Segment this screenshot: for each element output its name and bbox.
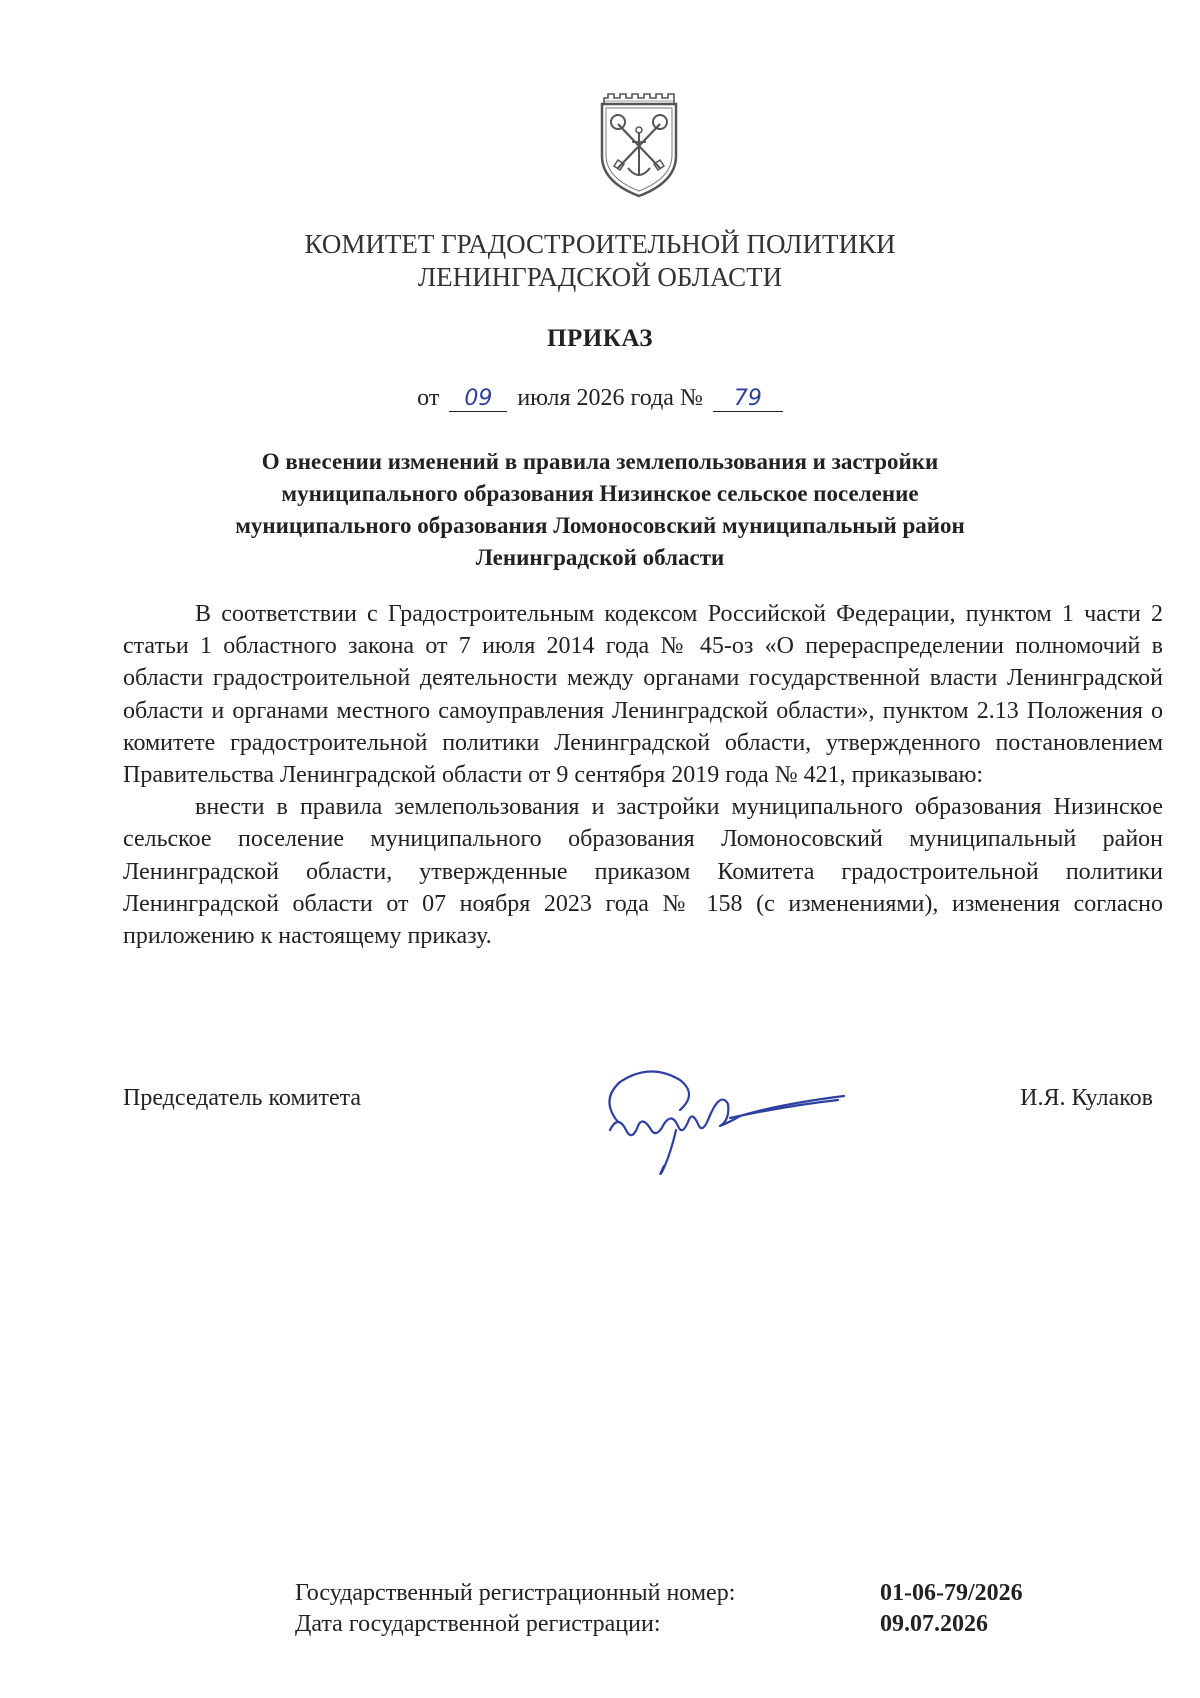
signer-name: И.Я. Кулаков [1020, 1085, 1153, 1111]
organization-name-line1: КОМИТЕТ ГРАДОСТРОИТЕЛЬНОЙ ПОЛИТИКИ [304, 229, 896, 259]
document-type: ПРИКАЗ [547, 325, 653, 352]
registration-date-row [295, 1609, 1095, 1640]
registration-number-value: 01-06-79/2026 [880, 1580, 1023, 1606]
handwritten-signature-icon [580, 1060, 850, 1180]
registration-block [295, 1578, 1095, 1640]
date-month-year: июля 2026 года № [517, 385, 703, 411]
registration-number-row [295, 1578, 1095, 1609]
date-prefix: от [417, 385, 440, 411]
order-number-field: 79 [713, 387, 783, 412]
date-day-field: 09 [449, 387, 507, 412]
title-line3: муниципального образования Ломоносовский муниципальный район [235, 513, 965, 538]
body-paragraph-2: внести в правила землепользования и застройки муниципального образования Низинское сельское поселение муниципального образования Ломоносовский муниципальный район Ленинградской области, утвержденные приказом Комитета градостроительной политики Ленинградской области от 07 ноября 2023 года № 158 (с изменениями), изменения согласно приложению к настоящему приказу. [123, 794, 1163, 950]
organization-name [0, 228, 1200, 294]
title-line1: О внесении изменений в правила землепользования и застройки [261, 449, 939, 474]
signer-title: Председатель комитета [123, 1085, 362, 1111]
organization-name-line2: ЛЕНИНГРАДСКОЙ ОБЛАСТИ [417, 262, 783, 292]
registration-date-label: Дата государственной регистрации: [295, 1611, 661, 1637]
date-number-line [0, 385, 1200, 412]
title-line4: Ленинградской области [475, 545, 725, 570]
title-line2: муниципального образования Низинское сельское поселение [281, 481, 919, 506]
body-paragraph-1: В соответствии с Градостроительным кодексом Российской Федерации, пунктом 1 части 2 статьи 1 областного закона от 7 июля 2014 года № 45-оз «О перераспределении полномочий в области градостроительной деятельности между органами государственной власти Ленинградской области и органами местного самоуправления Ленинградской области», пунктом 2.13 Положения о комитете градостроительной политики Ленинградской области, утвержденного постановлением Правительства Ленинградской области от 9 сентября 2019 года № 421, приказываю: [123, 601, 1163, 789]
registration-date-value: 09.07.2026 [880, 1611, 988, 1637]
document-title [0, 446, 1200, 574]
document-body [123, 598, 1163, 952]
registration-number-label: Государственный регистрационный номер: [295, 1580, 736, 1606]
coat-of-arms-icon [594, 90, 684, 200]
